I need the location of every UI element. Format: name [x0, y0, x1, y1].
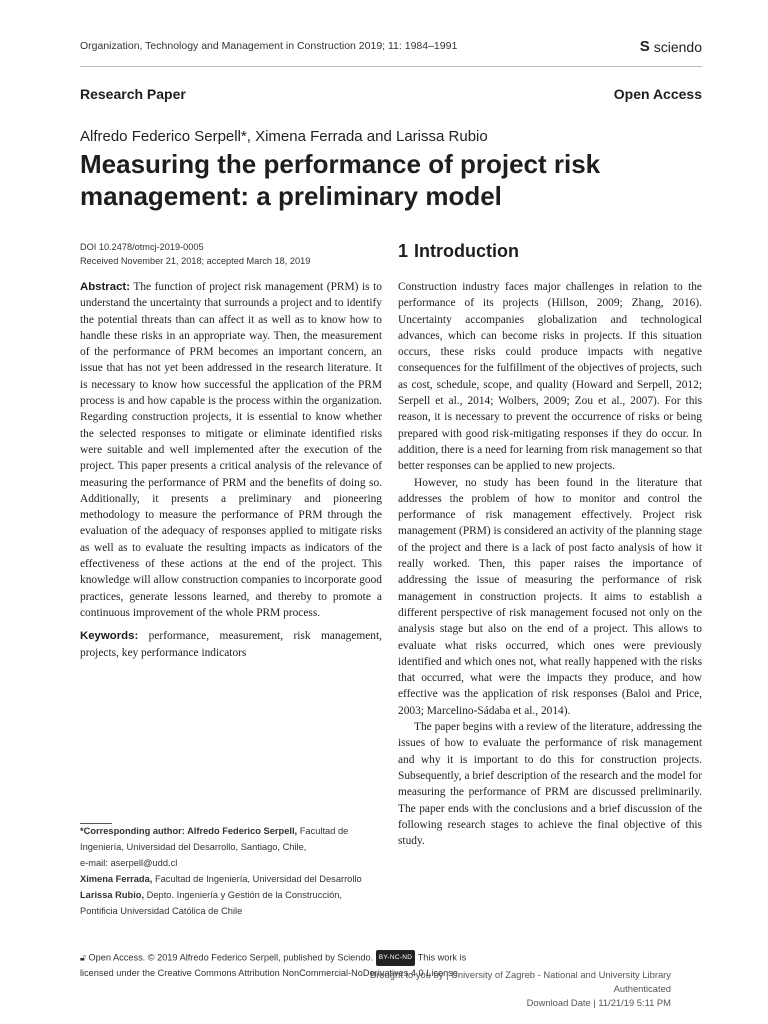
- section-heading: [398, 241, 519, 262]
- license-text-1: Open Access. © 2019 Alfredo Federico Serpell, published by Sciendo.: [88, 952, 374, 963]
- author-footnote: [80, 823, 382, 919]
- author-affiliation: [80, 871, 382, 887]
- keywords-text: performance, measurement, risk management, projects, key performance indicators: [80, 630, 382, 659]
- sciendo-s-icon: S: [639, 38, 650, 55]
- intro-paragraph: The paper begins with a review of the literature, addressing the issues of how to evaluate the performance of risk management and why it is important to do this for construction projects. Subsequently, a brief description of the research and the model for measuring the performance of PRM are discussed preliminarily. The paper ends with the conclusions and a brief discussion of the following research stages to achieve the final objective of this study.: [398, 721, 702, 848]
- intro-paragraph: However, no study has been found in the literature that addresses the problem of how to monitor and control the performance of risk management effectively. Project risk management (PRM) is considered an activity of the planning stage of the project and there is a lack of post facto analysis of how it really worked. Then, this paper raises the importance of addressing the issue of measuring the performance of risk management in construction projects. It aims to establish a different perspective of risk management focused not only on the analysis stage but also on the end of a project. This allows to evaluate what risks occurred, which ones were previously identified and which ones not, what really happened with the risks that occurred, what were the impacts they produce, and how effective was the application of risk responses (Baloi and Price, 2003; Marcelino-Sádaba et al., 2014).: [398, 476, 702, 717]
- journal-citation: Organization, Technology and Management in Construction 2019; 11: 1984–1991: [80, 40, 458, 52]
- corresponding-author: [80, 823, 382, 855]
- email-link[interactable]: e-mail: aserpell@udd.cl: [80, 858, 178, 868]
- introduction-column: [398, 279, 702, 849]
- affiliation-text: Facultad de Ingeniería, Universidad del Desarrollo: [154, 874, 362, 884]
- received-dates: Received November 21, 2018; accepted March 18, 2019: [80, 256, 311, 266]
- download-watermark: [311, 968, 671, 1010]
- open-access-label: Open Access: [613, 86, 702, 102]
- publisher-name: sciendo: [653, 38, 702, 55]
- author-name: Larissa Rubio,: [80, 890, 145, 900]
- watermark-line: Authenticated: [613, 983, 671, 994]
- author-list: Alfredo Federico Serpell*, Ximena Ferrada and Larissa Rubio: [80, 128, 488, 145]
- author-name: Ximena Ferrada,: [80, 874, 153, 884]
- cc-license-badge[interactable]: BY-NC-ND: [376, 950, 416, 966]
- abstract-label: Abstract:: [80, 281, 131, 293]
- paper-type-label: Research Paper: [80, 86, 186, 102]
- watermark-line: Brought to you by | University of Zagreb - National and University Library: [369, 969, 671, 980]
- corresponding-affiliation: Facultad de Ingeniería, Universidad del Desarrollo, Santiago, Chile,: [80, 826, 349, 852]
- affiliation-text: Depto. Ingeniería y Gestión de la Construcción, Pontificia Universidad Católica de Chile: [80, 890, 342, 916]
- publisher-logo[interactable]: [640, 38, 702, 55]
- intro-paragraph: Construction industry faces major challenges in relation to the performance of its projects (Hillson, 2009; Zhang, 2016). Uncertainty accompanies globalization and technological advances, which can become risks in projects. If this situation occurs, these risks could produce impacts with negative consequences for the fulfillment of the objectives of projects, such as cost, schedule, scope, and quality (Howard and Serpell, 2012; Serpell et al., 2014; Wolbers, 2009; Zou et al., 2007). For this reason, it is necessary to prevent the occurrence of risks or being prepared with good risk-mitigating responses if they do occur. In addition, there is a need for learning from risk management so that better responses can be applied to new projects.: [398, 281, 702, 473]
- author-affiliation: [80, 887, 382, 919]
- open-access-icon: 🔓︎: [80, 952, 86, 963]
- abstract-column: [80, 279, 382, 661]
- header-divider: [80, 66, 702, 67]
- watermark-line: Download Date | 11/21/19 5:11 PM: [526, 997, 671, 1008]
- article-meta: [80, 240, 310, 268]
- abstract: [80, 279, 382, 621]
- section-number: 1: [398, 241, 409, 261]
- section-title: Introduction: [414, 241, 519, 261]
- keywords-label: Keywords:: [80, 630, 139, 643]
- keywords: [80, 628, 382, 661]
- paper-title: Measuring the performance of project risk management: a preliminary model: [80, 149, 601, 211]
- license-text-2: This work is licensed under the Creative Commons Attribution NonCommercial-NoDerivatives 4.0 License.: [80, 952, 467, 978]
- abstract-text: The function of project risk management (PRM) is to understand the uncertainty that surrounds a project and to identify the potential threats than can affect it as well as to know how to handle these risks in an appropriate way. Then, the measurement of the performance of PRM becomes an important concern, an issue that has not yet been addressed in the research literature. It is necessary to know how successful the application of the PRM process is and how capable is the process within the organization. Regarding construction projects, it is essential to know whether the selected responses to mitigate or eliminate identified risks were suitable and well implemented after the execution of the project. This paper presents a critical analysis of the relevance of measuring the performance of PRM and the benefits of doing so. Additionally, it presents a preliminary and pioneering methodology to measure the performance of PRM through the evaluation of the adequacy of responses applied to mitigate risks as well as to evaluate the resulting impacts as indicators of the effectiveness of these actions at the end of the project. This knowledge will allow construction companies to incorporate good practices, generate lessons learned, and thereby to promote a continuous improvement of the whole PRM process.: [80, 281, 382, 619]
- doi-link[interactable]: DOI 10.2478/otmcj-2019-0005: [80, 242, 204, 252]
- corresponding-author-label: *Corresponding author: Alfredo Federico Serpell,: [80, 826, 298, 836]
